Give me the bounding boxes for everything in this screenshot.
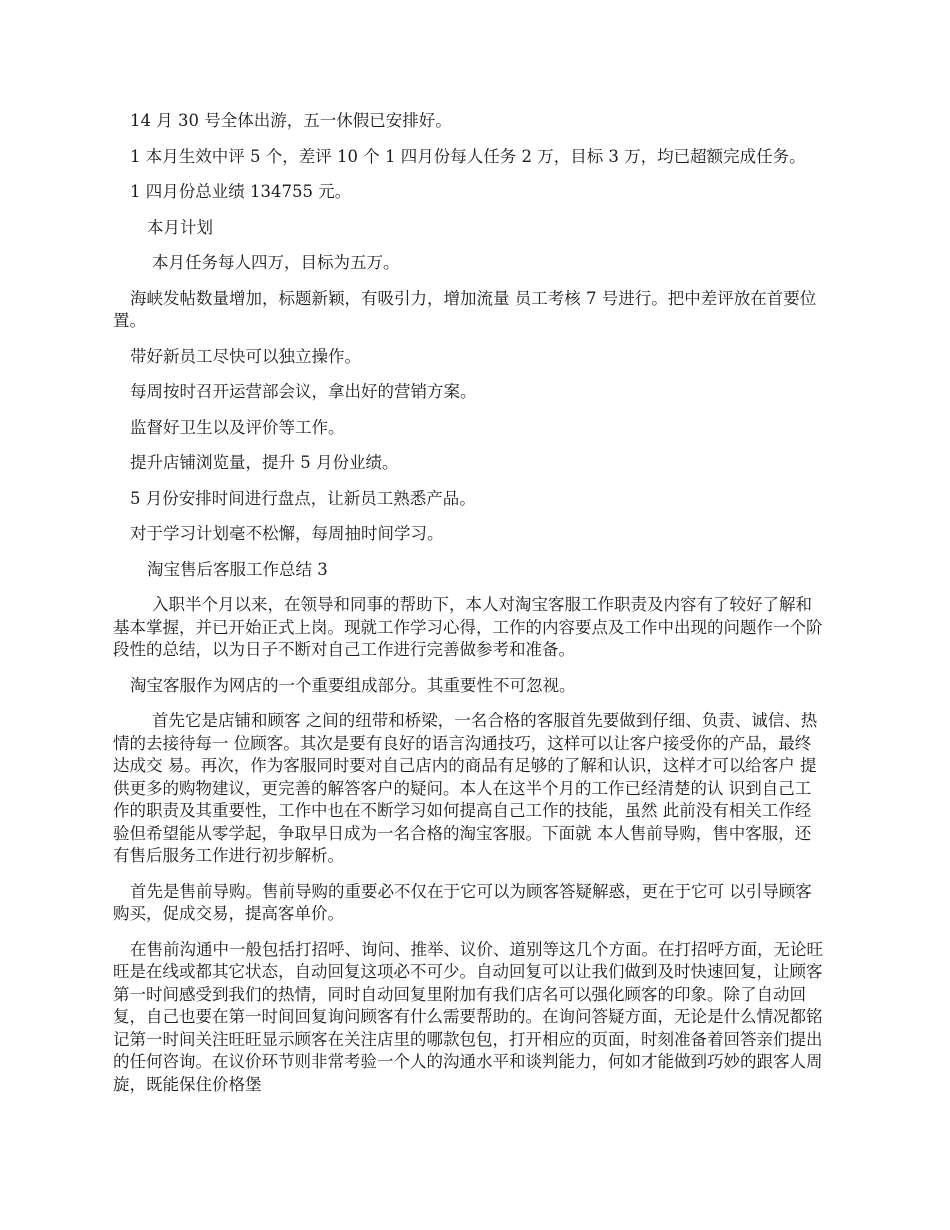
paragraph: 淘宝客服作为网店的一个重要组成部分。其重要性不可忽视。 [130, 675, 576, 695]
paragraph: 提升店铺浏览量，提升 5 月份业绩。 [130, 453, 399, 472]
paragraph: 5 月份安排时间进行盘点，让新员工熟悉产品。 [130, 488, 476, 508]
paragraph: 监督好卫生以及评价等工作。 [130, 417, 345, 437]
paragraph: 首先它是店铺和顾客 之间的纽带和桥梁，一名合格的客服首先要做到仔细、负责、诚信、热情的去接待每一 位顾客。其次是要有良好的语言沟通技巧，这样可以让客户接受你的产品，最终达成交 易。再次，作为客服同时要对自己店内的商品有足够的了解和认识，这样才可以给客户 提供更多的购物建议，更完善的解答客户的疑问。本人在这半个月的工作已经清楚的认 识到自己工作的职责及其重要性，工作中也在不断学习如何提高自己工作的技能，虽然 此前没有相关工作经验但希望能从零学起，争取早日成为一名合格的淘宝客服。下面就 本人售前导购，售中客服，还有售后服务工作进行初步解析。 [113, 711, 818, 865]
paragraph: 本月任务每人四万，目标为五万。 [152, 253, 400, 272]
paragraph: 海峡发帖数量增加，标题新颖，有吸引力，增加流量 员工考核 7 号进行。把中差评放在首要位置。 [113, 288, 817, 330]
paragraph: 14 月 30 号全体出游，五一休假已安排好。 [130, 111, 452, 130]
paragraph: 在售前沟通中一般包括打招呼、询问、推举、议价、道别等这几个方面。在打招呼方面，无论旺旺是在线或都其它状态，自动回复这项必不可少。自动回复可以让我们做到及时快速回复，让顾客第一时间感受到我们的热情，同时自动回复里附加有我们店名可以强化顾客的印象。除了自动回复，自己也要在第一时间回复询问顾客有什么需要帮助的。在询问答疑方面，无论是什么情况都铭记第一时间关注旺旺显示顾客在关注店里的哪款包包，打开相应的页面，时刻准备着回答亲们提出的任何咨询。在议价环节则非常考验一个人的沟通水平和谈判能力，何如才能做到巧妙的跟客人周旋，既能保住价格堡 [113, 939, 823, 1094]
paragraph: 每周按时召开运营部会议，拿出好的营销方案。 [130, 382, 477, 401]
paragraph: 带好新员工尽快可以独立操作。 [130, 346, 361, 366]
section-heading: 本月计划 [147, 217, 213, 237]
section-heading: 淘宝售后客服工作总结 3 [147, 559, 328, 579]
paragraph: 1 四月份总业绩 134755 元。 [130, 182, 352, 201]
paragraph: 入职半个月以来，在领导和同事的帮助下，本人对淘宝客服工作职责及内容有了较好了解和基本掌握，并已开始正式上岗。现就工作学习心得，工作的内容要点及工作中出现的问题作一个阶段性的总结，以为日子不断对自己工作进行完善做参考和准备。 [113, 595, 823, 659]
paragraph: 对于学习计划毫不松懈，每周抽时间学习。 [130, 524, 444, 543]
paragraph: 1 本月生效中评 5 个，差评 10 个 1 四月份每人任务 2 万，目标 3 万，均已超额完成任务。 [130, 146, 806, 166]
paragraph: 首先是售前导购。售前导购的重要必不仅在于它可以为顾客答疑解惑，更在于它可 以引导顾客购买，促成交易，提高客单价。 [113, 881, 812, 923]
